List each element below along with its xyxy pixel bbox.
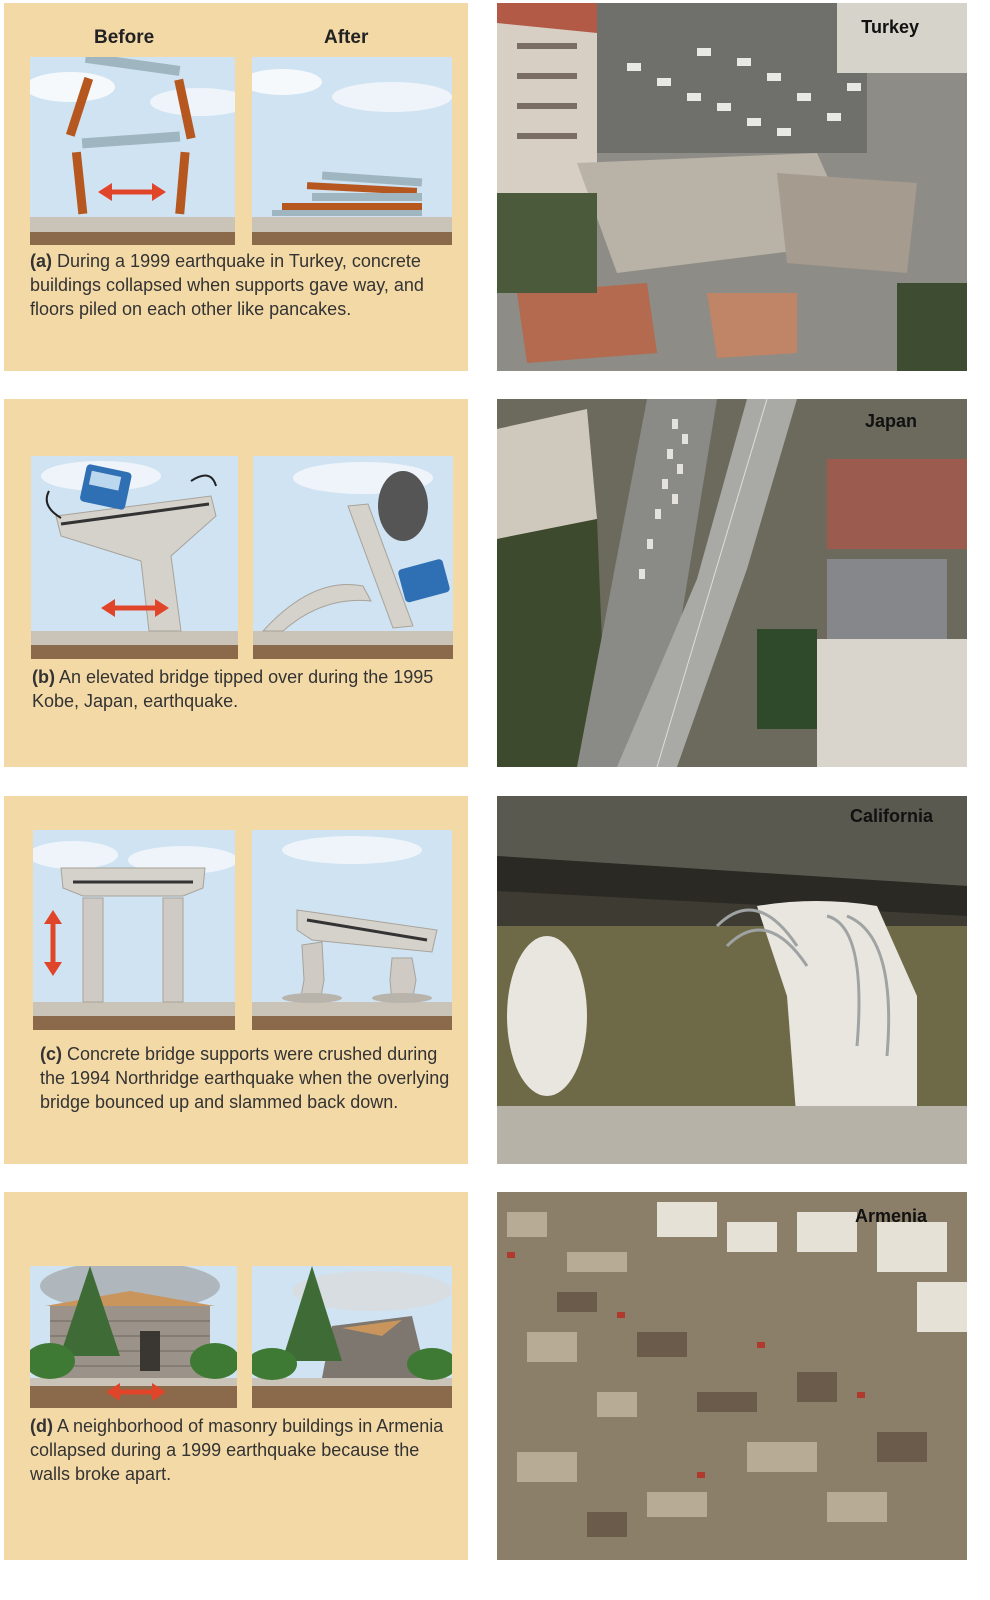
country-label-turkey: Turkey <box>861 17 919 37</box>
california-photo <box>497 796 967 1164</box>
country-label-japan: Japan <box>864 411 917 431</box>
japan-photo <box>497 399 967 767</box>
armenia-photo <box>497 1192 967 1560</box>
panel-d-before-diagram <box>30 1266 237 1412</box>
panel-b-letter: (b) <box>32 667 55 687</box>
panel-b-after-diagram <box>253 456 453 661</box>
panel-c-after-diagram <box>252 830 452 1035</box>
turkey-photo <box>497 3 967 371</box>
panel-d-after-diagram <box>252 1266 452 1412</box>
panel-a-text: During a 1999 earthquake in Turkey, concrete buildings collapsed when supports gave way, and floors piled on each other like pancakes. <box>30 251 424 319</box>
panel-b-before-diagram <box>31 456 238 661</box>
panel-a-after-diagram <box>252 57 452 247</box>
panel-d-text: A neighborhood of masonry buildings in Armenia collapsed during a 1999 earthquake because the walls broke apart. <box>30 1416 444 1484</box>
after-header: After <box>324 27 369 48</box>
panel-d <box>4 1192 468 1560</box>
panel-a-letter: (a) <box>30 251 52 271</box>
country-label-armenia: Armenia <box>854 1206 927 1226</box>
panel-d-caption <box>30 1414 460 1486</box>
panel-c-text: Concrete bridge supports were crushed during the 1994 Northridge earthquake when the overlying bridge bounced up and slammed back down. <box>40 1044 450 1112</box>
panel-d-letter: (d) <box>30 1416 53 1436</box>
panel-c-letter: (c) <box>40 1044 62 1064</box>
panel-a <box>4 3 468 371</box>
panel-a-caption <box>30 249 460 321</box>
panel-c <box>4 796 468 1164</box>
country-label-california: California <box>849 806 933 826</box>
panel-c-caption <box>40 1042 465 1114</box>
panel-c-before-diagram <box>33 830 235 1035</box>
panel-b-text: An elevated bridge tipped over during the 1995 Kobe, Japan, earthquake. <box>32 667 434 711</box>
panel-b-caption <box>32 665 462 713</box>
panel-a-before-diagram <box>30 57 235 247</box>
before-header: Before <box>94 27 155 48</box>
panel-b <box>4 399 468 767</box>
